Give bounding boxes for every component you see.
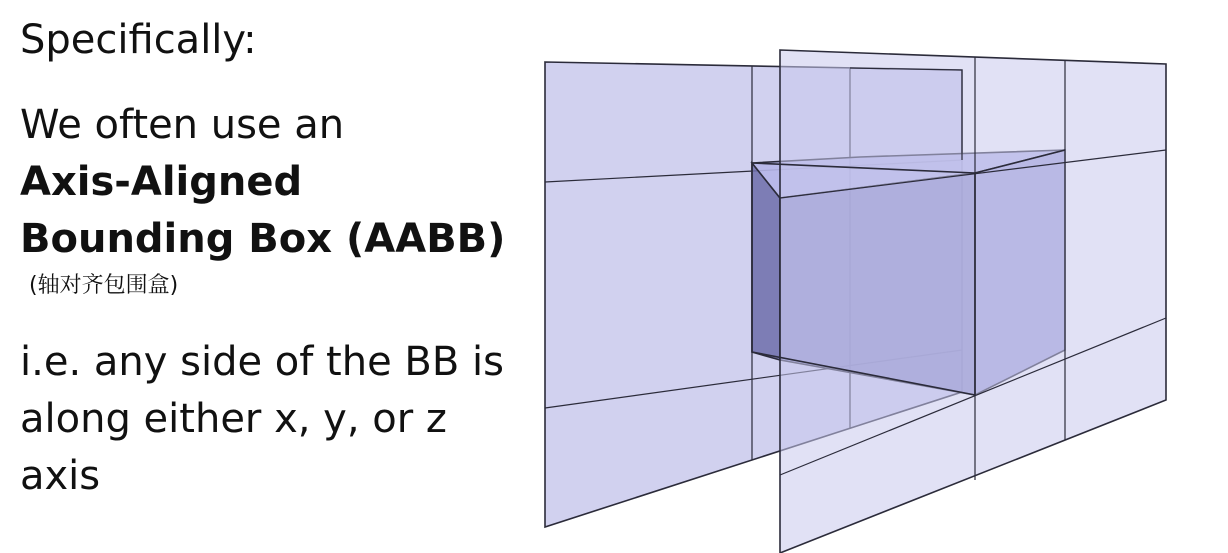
chinese-translation: (轴对齐包围盒) — [29, 273, 179, 298]
explanation-paragraph: i.e. any side of the BB is along either x, y, or z axis — [20, 339, 504, 499]
front-plane — [780, 50, 1166, 553]
term-line-2: Bounding Box (AABB) — [20, 216, 506, 262]
front-plane-face — [780, 50, 1166, 553]
slide-heading: Specifically: — [20, 17, 257, 63]
intro-text: We often use an — [20, 102, 345, 148]
term-line-1: Axis-Aligned — [20, 159, 303, 205]
